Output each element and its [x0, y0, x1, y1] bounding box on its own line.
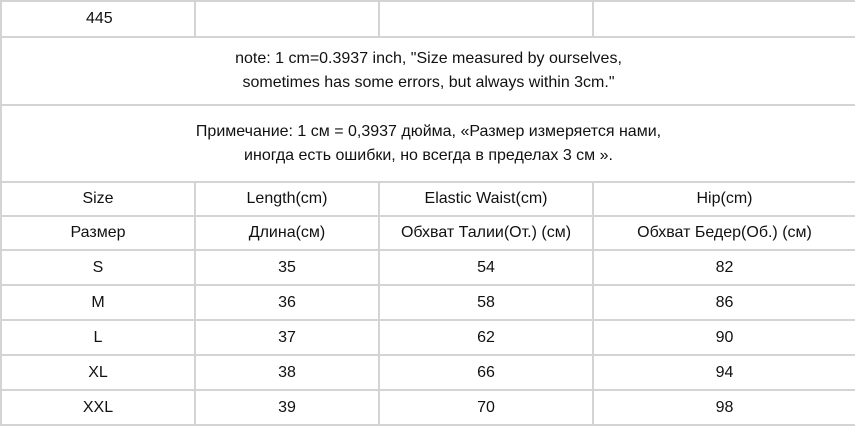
note-ru-line-2: иногда есть ошибки, но всегда в пределах 3 см ».	[244, 146, 613, 164]
size-cell: L	[1, 320, 195, 355]
header-length: Length(cm)	[195, 182, 379, 216]
size-cell: S	[1, 250, 195, 285]
hip-cell: 86	[593, 285, 855, 320]
header-hip-ru: Обхват Бедер(Об.) (см)	[593, 216, 855, 250]
top-row	[1, 1, 855, 37]
header-waist: Elastic Waist(cm)	[379, 182, 593, 216]
empty-cell	[379, 1, 593, 37]
header-length-ru: Длина(см)	[195, 216, 379, 250]
header-size: Size	[1, 182, 195, 216]
length-cell: 37	[195, 320, 379, 355]
note-en-line-1: note: 1 cm=0.3937 inch, "Size measured by ourselves,	[235, 50, 622, 67]
hip-cell: 90	[593, 320, 855, 355]
empty-cell	[593, 1, 855, 37]
note-ru-cell	[1, 105, 855, 182]
size-cell: XL	[1, 355, 195, 390]
table-row	[1, 285, 855, 320]
waist-cell: 70	[379, 390, 593, 425]
header-row-ru	[1, 216, 855, 250]
note-en-row	[1, 37, 855, 105]
header-row-en	[1, 182, 855, 216]
table-row	[1, 355, 855, 390]
table-row	[1, 250, 855, 285]
length-cell: 35	[195, 250, 379, 285]
waist-cell: 58	[379, 285, 593, 320]
length-cell: 39	[195, 390, 379, 425]
size-cell: M	[1, 285, 195, 320]
hip-cell: 94	[593, 355, 855, 390]
waist-cell: 66	[379, 355, 593, 390]
length-cell: 38	[195, 355, 379, 390]
header-hip: Hip(cm)	[593, 182, 855, 216]
table-row	[1, 320, 855, 355]
note-en-cell	[1, 37, 855, 105]
note-ru-line-1: Примечание: 1 см = 0,3937 дюйма, «Размер измеряется нами,	[195, 122, 662, 140]
waist-cell: 62	[379, 320, 593, 355]
waist-cell: 54	[379, 250, 593, 285]
header-size-ru: Размер	[1, 216, 195, 250]
table-row	[1, 390, 855, 425]
hip-cell: 98	[593, 390, 855, 425]
note-en-line-2: sometimes has some errors, but always within 3cm."	[242, 74, 615, 91]
length-cell: 36	[195, 285, 379, 320]
header-waist-ru: Обхват Талии(От.) (см)	[379, 216, 593, 250]
note-ru-row	[1, 105, 855, 182]
empty-cell	[195, 1, 379, 37]
hip-cell: 82	[593, 250, 855, 285]
sheet-id-cell: 445	[1, 1, 195, 37]
size-cell: XXL	[1, 390, 195, 425]
